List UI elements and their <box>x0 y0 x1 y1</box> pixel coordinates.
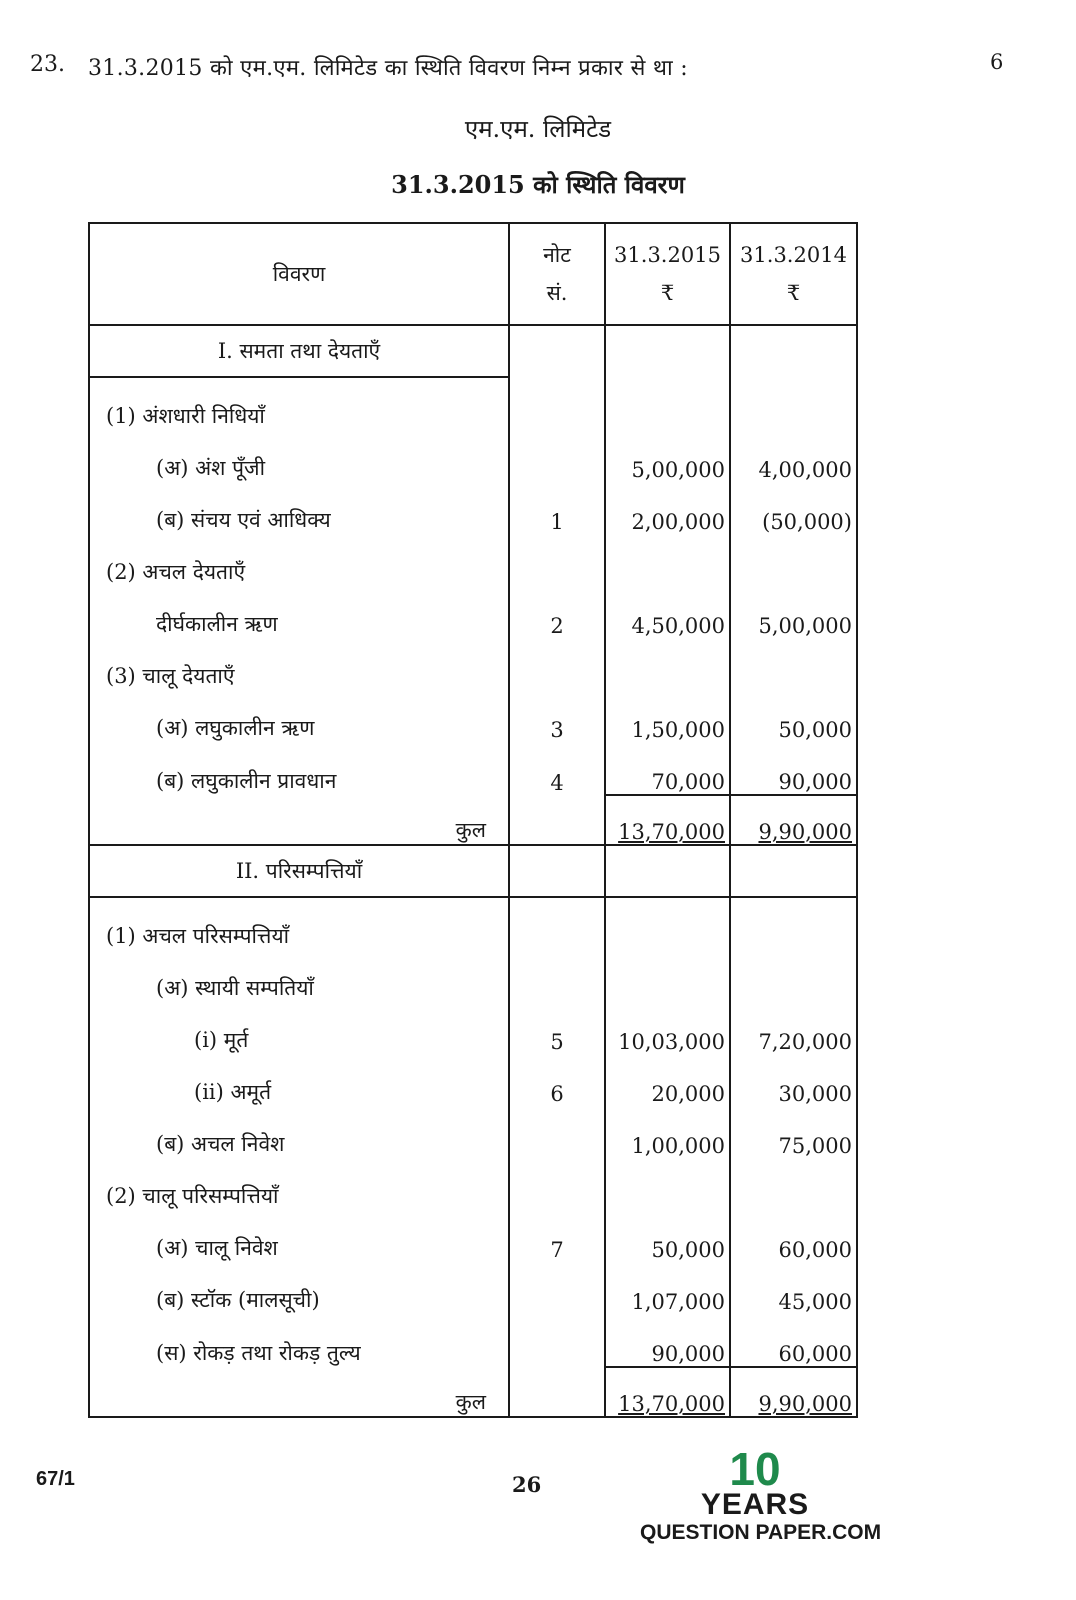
row-label: (ii) अमूर्त <box>89 1054 509 1106</box>
row-note <box>509 897 605 950</box>
total-label: कुल <box>89 795 509 845</box>
table-row <box>89 1002 857 1054</box>
row-label: (2) अचल देयताएँ <box>89 534 509 586</box>
header-year-2015 <box>605 223 730 325</box>
row-label: (1) अचल परिसम्पत्तियाँ <box>89 897 509 950</box>
row-label: (ब) लघुकालीन प्रावधान <box>89 742 509 795</box>
row-value-2015: 20,000 <box>605 1054 730 1106</box>
row-value-2015: 50,000 <box>605 1210 730 1262</box>
row-note <box>509 430 605 482</box>
section-heading-row <box>89 845 857 897</box>
total-value-2015: 13,70,000 <box>605 795 730 845</box>
row-label: दीर्घकालीन ऋण <box>89 586 509 638</box>
row-value-2014: 30,000 <box>730 1054 857 1106</box>
row-value-2014: 75,000 <box>730 1106 857 1158</box>
row-value-2014: 60,000 <box>730 1314 857 1367</box>
row-value-2014: 5,00,000 <box>730 586 857 638</box>
row-value-2015: 4,50,000 <box>605 586 730 638</box>
header-year2-label: 31.3.2014 <box>740 243 847 267</box>
row-note <box>509 377 605 430</box>
row-label: (i) मूर्त <box>89 1002 509 1054</box>
total-row <box>89 1367 857 1417</box>
page-number: 26 <box>512 1472 542 1497</box>
header-note <box>509 223 605 325</box>
row-label: (1) अंशधारी निधियाँ <box>89 377 509 430</box>
table-row <box>89 1262 857 1314</box>
total-label: कुल <box>89 1367 509 1417</box>
row-label: (अ) लघुकालीन ऋण <box>89 690 509 742</box>
row-value-2015 <box>605 638 730 690</box>
row-value-2014: 50,000 <box>730 690 857 742</box>
row-value-2015: 70,000 <box>605 742 730 795</box>
header-note-line2: सं. <box>546 281 568 305</box>
row-value-2015 <box>605 377 730 430</box>
row-label: (अ) स्थायी सम्पतियाँ <box>89 950 509 1002</box>
statement-title: 31.3.2015 को स्थिति विवरण <box>391 170 685 199</box>
table-row <box>89 1158 857 1210</box>
paper-code: 67/1 <box>36 1468 75 1490</box>
row-note <box>509 638 605 690</box>
row-label: (ब) अचल निवेश <box>89 1106 509 1158</box>
table-row <box>89 1106 857 1158</box>
header-year1-label: 31.3.2015 <box>614 243 721 267</box>
row-value-2014 <box>730 534 857 586</box>
row-value-2014 <box>730 377 857 430</box>
row-label: (2) चालू परिसम्पत्तियाँ <box>89 1158 509 1210</box>
logo-site: QUESTION PAPER.COM <box>640 1521 882 1544</box>
row-value-2015: 1,50,000 <box>605 690 730 742</box>
row-value-2015: 90,000 <box>605 1314 730 1367</box>
row-value-2015 <box>605 534 730 586</box>
row-value-2014 <box>730 1158 857 1210</box>
balance-sheet-table <box>88 222 858 1418</box>
logo-years: YEARS <box>700 1488 810 1521</box>
table-row <box>89 377 857 430</box>
row-value-2014: 7,20,000 <box>730 1002 857 1054</box>
row-value-2015 <box>605 1158 730 1210</box>
row-note <box>509 1158 605 1210</box>
row-note: 4 <box>509 742 605 795</box>
table-row <box>89 690 857 742</box>
table-row <box>89 897 857 950</box>
total-row <box>89 795 857 845</box>
question-text: 31.3.2015 को एम.एम. लिमिटेड का स्थिति विवरण निम्न प्रकार से था : <box>88 56 688 81</box>
row-value-2015: 1,00,000 <box>605 1106 730 1158</box>
row-value-2015: 10,03,000 <box>605 1002 730 1054</box>
row-note: 3 <box>509 690 605 742</box>
row-value-2014: 45,000 <box>730 1262 857 1314</box>
row-label: (अ) चालू निवेश <box>89 1210 509 1262</box>
row-note: 2 <box>509 586 605 638</box>
section-1-title: I. समता तथा देयताएँ <box>89 325 509 377</box>
row-note <box>509 950 605 1002</box>
row-value-2014 <box>730 638 857 690</box>
row-value-2015 <box>605 897 730 950</box>
header-currency-1: ₹ <box>660 281 675 305</box>
table-row <box>89 482 857 534</box>
row-label: (ब) संचय एवं आधिक्य <box>89 482 509 534</box>
table-header-row <box>89 223 857 325</box>
row-value-2015 <box>605 950 730 1002</box>
row-note: 1 <box>509 482 605 534</box>
row-value-2014 <box>730 897 857 950</box>
table-row <box>89 1210 857 1262</box>
row-note: 6 <box>509 1054 605 1106</box>
row-value-2014: (50,000) <box>730 482 857 534</box>
section-heading-row <box>89 325 857 377</box>
table-row <box>89 638 857 690</box>
row-label: (स) रोकड़ तथा रोकड़ तुल्य <box>89 1314 509 1367</box>
table-row <box>89 742 857 795</box>
table-row <box>89 950 857 1002</box>
row-note: 5 <box>509 1002 605 1054</box>
row-note <box>509 1314 605 1367</box>
row-note <box>509 1262 605 1314</box>
row-value-2015: 1,07,000 <box>605 1262 730 1314</box>
section-2-title: II. परिसम्पत्तियाँ <box>89 845 509 897</box>
row-value-2014: 4,00,000 <box>730 430 857 482</box>
question-number: 23. <box>30 52 65 77</box>
header-particulars: विवरण <box>89 223 509 325</box>
row-note <box>509 534 605 586</box>
header-note-line1: नोट <box>543 243 571 267</box>
total-value-2015: 13,70,000 <box>605 1367 730 1417</box>
table-row <box>89 586 857 638</box>
header-currency-2: ₹ <box>786 281 801 305</box>
row-value-2015: 2,00,000 <box>605 482 730 534</box>
header-year-2014 <box>730 223 857 325</box>
row-note: 7 <box>509 1210 605 1262</box>
row-label: (अ) अंश पूँजी <box>89 430 509 482</box>
row-value-2014: 90,000 <box>730 742 857 795</box>
row-value-2015: 5,00,000 <box>605 430 730 482</box>
table-row <box>89 1054 857 1106</box>
watermark-logo <box>640 1443 882 1546</box>
row-label: (3) चालू देयताएँ <box>89 638 509 690</box>
row-note <box>509 1106 605 1158</box>
table-row <box>89 534 857 586</box>
logo-ten: 10 <box>729 1443 781 1495</box>
row-value-2014: 60,000 <box>730 1210 857 1262</box>
company-name: एम.एम. लिमिटेड <box>464 115 612 143</box>
total-value-2014: 9,90,000 <box>730 1367 857 1417</box>
row-label: (ब) स्टॉक (मालसूची) <box>89 1262 509 1314</box>
table-row <box>89 1314 857 1367</box>
row-value-2014 <box>730 950 857 1002</box>
table-row <box>89 430 857 482</box>
question-marks: 6 <box>990 50 1004 74</box>
total-value-2014: 9,90,000 <box>730 795 857 845</box>
